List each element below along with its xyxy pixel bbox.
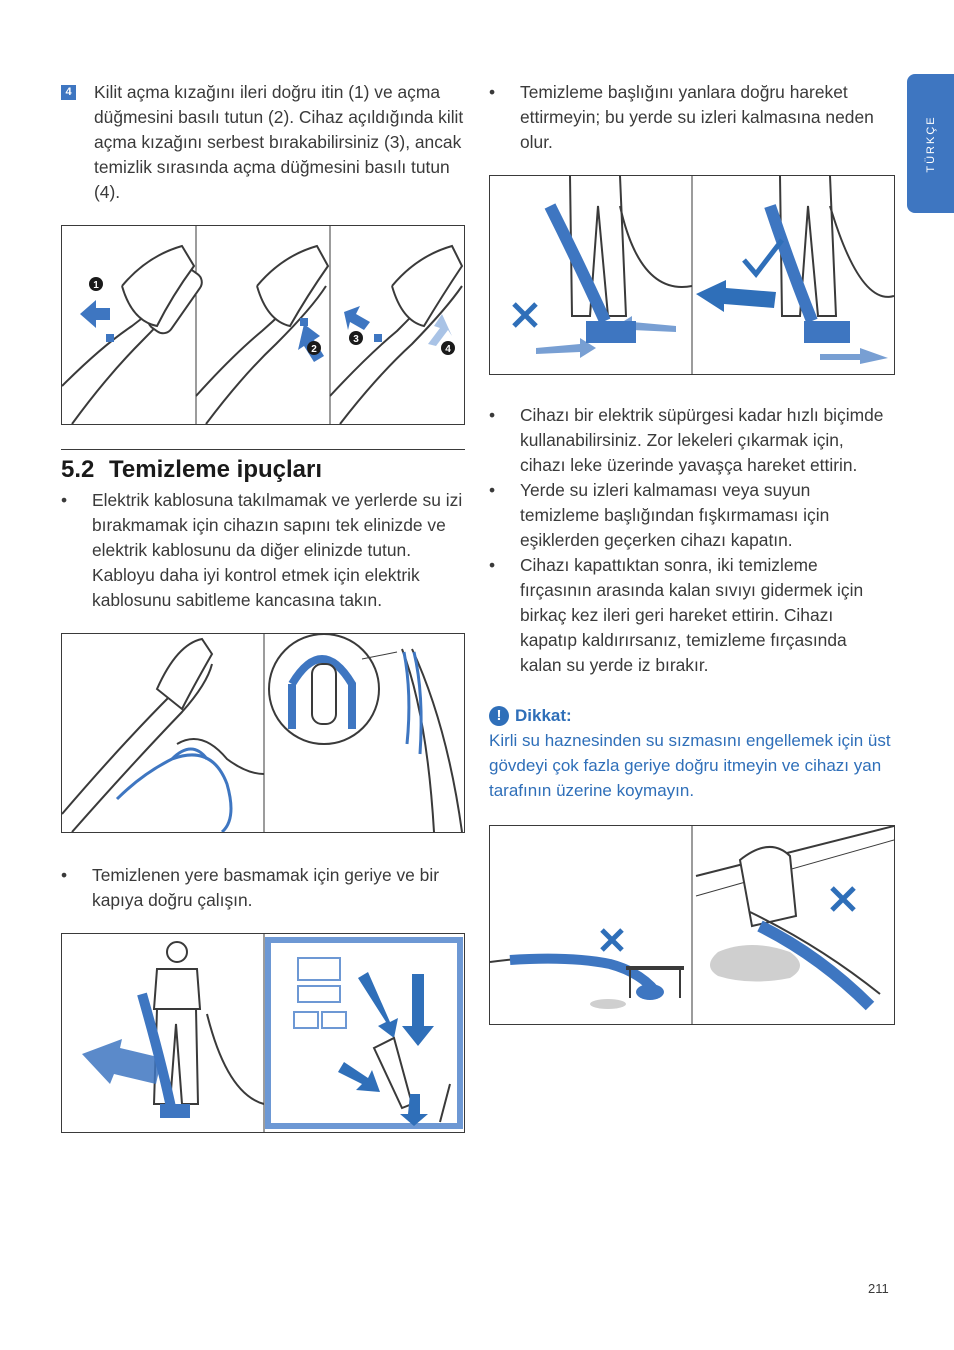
figure-work-backwards [61,933,465,1133]
label-3-text: 3 [353,334,359,345]
hand-holding-cord [62,639,264,832]
section-title: Temizleme ipuçları [109,456,323,483]
list-item: • Temizleme başlığını yanlara doğru hareket ettirmeyin; bu yerde su izleri kalmasına neden olur. [489,80,893,155]
label-4-text: 4 [445,344,451,355]
figure-cord-hook [61,633,465,833]
list-item: • Temizlenen yere basmamak için geriye ve bir kapıya doğru çalışın. [61,863,465,913]
step-4 [61,80,465,205]
cross-icon [602,930,622,950]
tilted-too-far-panel [490,930,684,1009]
panel-3 [330,246,462,424]
panel-1 [62,246,206,424]
room-illustration [62,934,464,1132]
cord-illustration [62,634,464,832]
caution-text: Kirli su haznesinden su sızmasını engellemek için üst gövdeyi çok fazla geriye doğru itmeyin ve cihazı yan tarafının üzerine koymayın. [489,731,891,800]
label-2-text: 2 [311,344,317,355]
caution-illustration [490,826,894,1024]
page-number: 211 [868,1281,889,1296]
list-item: • Cihazı bir elektrik süpürgesi kadar hızlı biçimde kullanabilirsiniz. Zor lekeleri çıkarmak için, cihazı leke üzerinde yavaşça hareket ettirin. [489,403,893,478]
list-item: • Cihazı kapattıktan sonra, iki temizleme fırçasının arasında kalan sıvıyı gidermek için birkaç kez ileri geri hareket ettirin. Cihazı kapatıp kaldırırsanız, temizleme fırçasında kalan su yerde iz bırakır. [489,553,893,678]
unlock-illustration [62,226,464,424]
label-1-text: 1 [93,280,99,291]
cross-icon [832,888,854,910]
tips-list-2 [61,863,465,913]
caution-title: Dikkat: [515,706,572,725]
figure-unlock-slider [61,225,465,425]
hook-detail [269,634,462,832]
lying-on-side-panel [696,826,894,1006]
step-number-badge: 4 [61,85,76,100]
panel-2 [196,246,328,424]
tips-list-1 [61,488,465,613]
room-plan [268,940,460,1126]
section-number: 5.2 [61,456,95,483]
person-cleaning [82,942,264,1118]
left-column [61,80,465,1133]
tips-list-4 [489,403,893,678]
motion-illustration [490,176,894,374]
section-heading [61,456,465,484]
section-rule [61,449,465,450]
step-4-text: Kilit açma kızağını ileri doğru itin (1) ve açma düğmesini basılı tutun (2). Cihaz açıldığında kilit açma kızağını serbest bırakabilirsiniz (3), ancak temizlik sırasında açma düğmesini basılı tutun (4). [94,82,464,202]
right-motion-panel [696,176,894,364]
caution-icon: ! [489,706,509,726]
list-item: • Yerde su izleri kalmaması veya suyun temizleme başlığından fışkırmaması için eşiklerden geçerken cihazı kapatın. [489,478,893,553]
list-item: • Elektrik kablosuna takılmamak ve yerlerde su izi bırakmamak için cihazın sapını tek elinizde ve elektrik kablosunu da diğer elinizde tutun. Kabloyu daha iyi kontrol etmek için elektrik kablosunu sabitleme kancasına takın. [61,488,465,613]
cross-icon [514,304,536,326]
tips-list-3 [489,80,893,155]
figure-caution [489,825,895,1025]
language-tab [907,74,954,213]
caution-heading [489,706,893,726]
language-tab-label: TÜRKÇE [924,114,937,173]
check-icon [744,240,782,274]
figure-sideways-motion [489,175,895,375]
right-column [489,80,893,1025]
wrong-motion-panel [514,176,692,358]
